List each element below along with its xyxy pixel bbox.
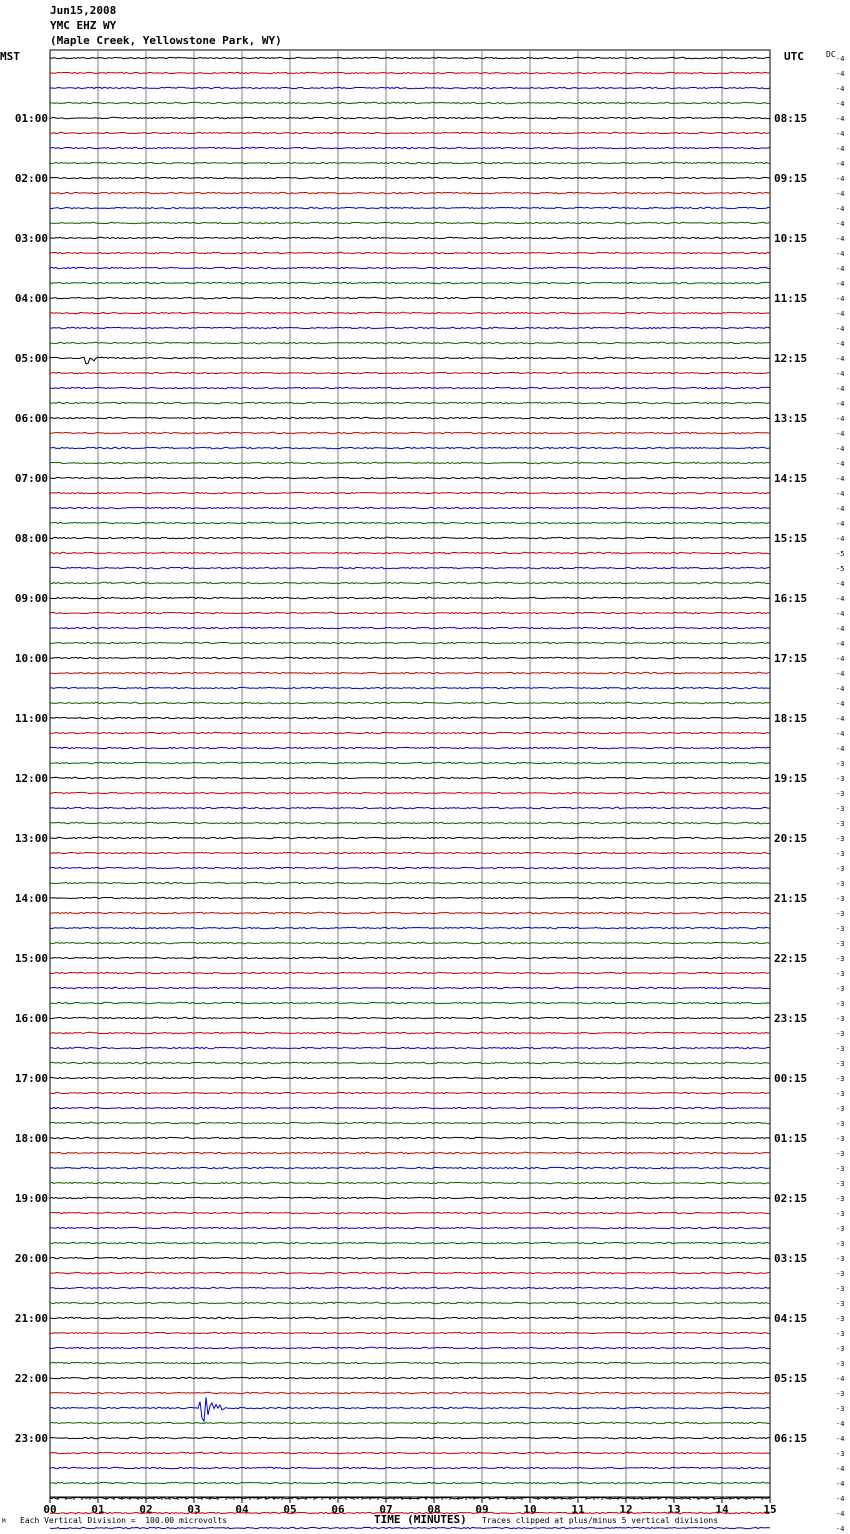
dc-offset-label: -4 xyxy=(836,175,845,183)
dc-offset-label: -3 xyxy=(836,940,845,948)
x-tick-label: 15 xyxy=(763,1503,777,1516)
seismic-trace xyxy=(50,1047,770,1048)
seismic-trace xyxy=(50,822,770,823)
seismic-trace xyxy=(50,417,770,418)
dc-offset-label: -4 xyxy=(836,730,845,738)
seismic-trace xyxy=(50,282,770,283)
dc-offset-label: -3 xyxy=(836,1360,845,1368)
seismic-trace xyxy=(50,702,770,703)
seismic-trace xyxy=(50,342,770,343)
dc-offset-label: -3 xyxy=(836,805,845,813)
seismic-trace xyxy=(50,402,770,403)
dc-offset-label: -4 xyxy=(836,220,845,228)
seismic-trace xyxy=(50,462,770,463)
dc-offset-label: -3 xyxy=(836,1165,845,1173)
dc-offset-label: -3 xyxy=(836,760,845,768)
dc-offset-label: -4 xyxy=(836,1465,845,1473)
utc-hour-label: 22:15 xyxy=(774,952,808,965)
seismic-trace xyxy=(50,1167,770,1168)
seismic-trace xyxy=(50,567,770,568)
dc-offset-label: -3 xyxy=(836,1075,845,1083)
seismic-trace xyxy=(50,642,770,643)
left-timezone-label: MST xyxy=(0,50,20,63)
utc-hour-label: 21:15 xyxy=(774,892,808,905)
right-timezone-label: UTC xyxy=(784,50,804,63)
dc-offset-label: -3 xyxy=(836,1150,845,1158)
x-tick-label: 13 xyxy=(667,1503,681,1516)
dc-offset-label: -4 xyxy=(836,190,845,198)
seismic-trace xyxy=(50,1137,770,1138)
dc-offset-label: -3 xyxy=(836,1330,845,1338)
seismic-trace xyxy=(50,1332,770,1333)
dc-offset-label: -3 xyxy=(836,1405,845,1413)
dc-offset-label: -4 xyxy=(836,130,845,138)
seismic-trace xyxy=(50,987,770,988)
dc-offset-label: -4 xyxy=(836,250,845,258)
seismic-trace xyxy=(50,1227,770,1228)
utc-hour-label: 16:15 xyxy=(774,592,808,605)
seismic-trace xyxy=(50,1527,770,1528)
dc-offset-label: -4 xyxy=(836,610,845,618)
seismic-trace xyxy=(50,507,770,508)
seismic-trace xyxy=(50,1032,770,1033)
station-code: YMC EHZ WY xyxy=(50,19,117,32)
dc-offset-label: -4 xyxy=(836,1435,845,1443)
seismic-trace xyxy=(50,612,770,613)
dc-offset-label: -4 xyxy=(836,310,845,318)
dc-offset-label: -3 xyxy=(836,1045,845,1053)
mst-hour-label: 08:00 xyxy=(14,532,48,545)
seismic-trace xyxy=(50,357,770,364)
dc-offset-label: -4 xyxy=(836,370,845,378)
dc-offset-label: -4 xyxy=(836,685,845,693)
dc-offset-label: -3 xyxy=(836,1210,845,1218)
x-tick-label: 08 xyxy=(427,1503,441,1516)
dc-offset-label: -4 xyxy=(836,595,845,603)
seismic-trace xyxy=(50,147,770,148)
mst-hour-label: 16:00 xyxy=(14,1012,48,1025)
dc-offset-label: -4 xyxy=(836,55,845,63)
seismic-trace xyxy=(50,267,770,268)
seismic-trace xyxy=(50,1212,770,1213)
seismic-trace xyxy=(50,177,770,178)
dc-offset-label: -3 xyxy=(836,1030,845,1038)
dc-offset-label: -4 xyxy=(836,100,845,108)
dc-offset-label: -4 xyxy=(836,160,845,168)
seismic-trace xyxy=(50,972,770,973)
x-tick-label: 03 xyxy=(187,1503,201,1516)
clip-note: Traces clipped at plus/minus 5 vertical divisions xyxy=(482,1516,719,1525)
dc-offset-label: -3 xyxy=(836,820,845,828)
mst-hour-label: 14:00 xyxy=(14,892,48,905)
x-tick-label: 00 xyxy=(43,1503,57,1516)
seismic-trace xyxy=(50,957,770,958)
dc-offset-label: -4 xyxy=(836,115,845,123)
dc-offset-label: -3 xyxy=(836,1315,845,1323)
seismic-trace xyxy=(50,762,770,763)
dc-offset-label: -4 xyxy=(836,205,845,213)
dc-offset-label: -3 xyxy=(836,985,845,993)
seismic-trace xyxy=(50,732,770,733)
utc-hour-label: 17:15 xyxy=(774,652,808,665)
seismic-trace xyxy=(50,1107,770,1108)
seismic-trace xyxy=(50,927,770,928)
dc-offset-label: -3 xyxy=(836,1120,845,1128)
mst-hour-label: 11:00 xyxy=(14,712,48,725)
seismic-trace xyxy=(50,657,770,658)
seismic-trace xyxy=(50,372,770,373)
seismic-trace xyxy=(50,1437,770,1438)
dc-offset-label: -4 xyxy=(836,445,845,453)
seismic-trace xyxy=(50,522,770,523)
mst-hour-label: 12:00 xyxy=(14,772,48,785)
seismic-trace xyxy=(50,672,770,673)
dc-offset-label: -3 xyxy=(836,1390,845,1398)
seismic-trace xyxy=(50,1362,770,1363)
mst-hour-label: 17:00 xyxy=(14,1072,48,1085)
dc-offset-label: -4 xyxy=(836,490,845,498)
utc-hour-label: 20:15 xyxy=(774,832,808,845)
seismic-trace xyxy=(50,207,770,208)
dc-offset-label: -3 xyxy=(836,1345,845,1353)
dc-offset-label: -3 xyxy=(836,1135,845,1143)
dc-offset-label: -3 xyxy=(836,1180,845,1188)
seismic-trace xyxy=(50,252,770,253)
dc-offset-label: -3 xyxy=(836,835,845,843)
utc-hour-label: 08:15 xyxy=(774,112,808,125)
mst-hour-label: 13:00 xyxy=(14,832,48,845)
dc-offset-label: -3 xyxy=(836,1000,845,1008)
seismic-trace xyxy=(50,807,770,808)
dc-offset-label: -5 xyxy=(836,550,845,558)
dc-offset-label: -4 xyxy=(836,640,845,648)
dc-offset-label: -4 xyxy=(836,1510,845,1518)
seismic-trace xyxy=(50,687,770,688)
utc-hour-label: 18:15 xyxy=(774,712,808,725)
dc-offset-label: -4 xyxy=(836,70,845,78)
utc-hour-label: 19:15 xyxy=(774,772,808,785)
dc-offset-label: -4 xyxy=(836,355,845,363)
seismic-trace xyxy=(50,1122,770,1123)
x-tick-label: 09 xyxy=(475,1503,489,1516)
dc-offset-label: -4 xyxy=(836,340,845,348)
seismic-trace xyxy=(50,1077,770,1078)
dc-offset-label: -4 xyxy=(836,475,845,483)
seismic-trace xyxy=(50,1017,770,1018)
dc-offset-label: -4 xyxy=(836,745,845,753)
mst-hour-label: 18:00 xyxy=(14,1132,48,1145)
dc-offset-label: -3 xyxy=(836,790,845,798)
utc-hour-label: 00:15 xyxy=(774,1072,808,1085)
seismic-trace xyxy=(50,1092,770,1093)
seismic-trace xyxy=(50,747,770,748)
utc-hour-label: 23:15 xyxy=(774,1012,808,1025)
dc-offset-label: -4 xyxy=(836,625,845,633)
dc-offset-label: -4 xyxy=(836,85,845,93)
utc-hour-label: 02:15 xyxy=(774,1192,808,1205)
x-tick-label: 05 xyxy=(283,1503,297,1516)
seismic-trace xyxy=(50,192,770,193)
seismic-trace xyxy=(50,102,770,103)
dc-offset-label: -3 xyxy=(836,1195,845,1203)
dc-offset-label: -4 xyxy=(836,1420,845,1428)
seismic-trace xyxy=(50,1347,770,1348)
dc-offset-label: -3 xyxy=(836,865,845,873)
seismic-trace xyxy=(50,792,770,793)
scale-note: Each Vertical Division = 100.00 microvolts xyxy=(20,1516,228,1525)
seismic-trace xyxy=(50,597,770,598)
seismic-trace xyxy=(50,852,770,853)
utc-hour-label: 14:15 xyxy=(774,472,808,485)
dc-offset-label: -4 xyxy=(836,280,845,288)
utc-hour-label: 15:15 xyxy=(774,532,808,545)
seismic-trace xyxy=(50,312,770,313)
seismic-trace xyxy=(50,447,770,448)
dc-offset-label: -3 xyxy=(836,1225,845,1233)
seismic-trace xyxy=(50,1302,770,1303)
dc-offset-label: -4 xyxy=(836,400,845,408)
mst-hour-label: 19:00 xyxy=(14,1192,48,1205)
dc-offset-label: -4 xyxy=(836,295,845,303)
dc-offset-label: -3 xyxy=(836,895,845,903)
dc-offset-label: -4 xyxy=(836,430,845,438)
dc-offset-label: -4 xyxy=(836,670,845,678)
x-tick-label: 07 xyxy=(379,1503,393,1516)
seismic-trace xyxy=(50,1152,770,1153)
seismic-trace xyxy=(50,297,770,298)
mst-hour-label: 04:00 xyxy=(14,292,48,305)
seismic-trace xyxy=(50,492,770,493)
dc-offset-label: -3 xyxy=(836,880,845,888)
utc-hour-label: 10:15 xyxy=(774,232,808,245)
dc-offset-label: -4 xyxy=(836,700,845,708)
x-tick-label: 14 xyxy=(715,1503,729,1516)
mst-hour-label: 20:00 xyxy=(14,1252,48,1265)
utc-hour-label: 03:15 xyxy=(774,1252,808,1265)
seismic-trace xyxy=(50,1392,770,1393)
utc-hour-label: 11:15 xyxy=(774,292,808,305)
seismic-trace xyxy=(50,882,770,883)
record-date: Jun15,2008 xyxy=(50,4,117,17)
mst-hour-label: 09:00 xyxy=(14,592,48,605)
dc-offset-label: -3 xyxy=(836,1270,845,1278)
x-tick-label: 11 xyxy=(571,1503,585,1516)
dc-offset-label: -4 xyxy=(836,715,845,723)
plot-frame xyxy=(50,50,770,1497)
x-tick-label: 01 xyxy=(91,1503,105,1516)
dc-offset-label: -4 xyxy=(836,580,845,588)
mst-hour-label: 03:00 xyxy=(14,232,48,245)
seismic-trace xyxy=(50,1422,770,1423)
dc-offset-label: -3 xyxy=(836,1255,845,1263)
dc-offset-label: -3 xyxy=(836,1105,845,1113)
seismic-trace xyxy=(50,132,770,133)
x-tick-label: 04 xyxy=(235,1503,249,1516)
x-tick-label: 06 xyxy=(331,1503,345,1516)
utc-hour-label: 06:15 xyxy=(774,1432,808,1445)
dc-offset-label: -4 xyxy=(836,1480,845,1488)
x-axis-title: TIME (MINUTES) xyxy=(374,1513,467,1526)
dc-offset-label: -4 xyxy=(836,265,845,273)
seismic-trace xyxy=(50,1452,770,1453)
mst-hour-label: 02:00 xyxy=(14,172,48,185)
dc-offset-label: -4 xyxy=(836,520,845,528)
utc-hour-label: 12:15 xyxy=(774,352,808,365)
utc-hour-label: 13:15 xyxy=(774,412,808,425)
dc-offset-label: -4 xyxy=(836,145,845,153)
dc-offset-label: -4 xyxy=(836,1525,845,1533)
seismic-trace xyxy=(50,387,770,388)
seismic-trace xyxy=(50,1272,770,1273)
x-tick-label: 02 xyxy=(139,1503,153,1516)
seismic-trace xyxy=(50,237,770,238)
utc-hour-label: 09:15 xyxy=(774,172,808,185)
dc-offset-label: -3 xyxy=(836,1060,845,1068)
dc-offset-label: -4 xyxy=(836,655,845,663)
seismic-trace xyxy=(50,942,770,943)
dc-offset-label: -4 xyxy=(836,460,845,468)
dc-offset-label: -4 xyxy=(836,1375,845,1383)
seismic-trace xyxy=(50,537,770,538)
dc-offset-label: -3 xyxy=(836,970,845,978)
dc-offset-label: -4 xyxy=(836,505,845,513)
dc-offset-label: -3 xyxy=(836,1285,845,1293)
corner-mark: M xyxy=(2,1518,6,1525)
seismic-trace xyxy=(50,582,770,583)
dc-offset-label: -4 xyxy=(836,535,845,543)
mst-hour-label: 10:00 xyxy=(14,652,48,665)
seismic-trace xyxy=(50,57,770,58)
seismic-trace xyxy=(50,867,770,868)
seismic-trace xyxy=(50,1482,770,1483)
seismic-trace xyxy=(50,1397,770,1421)
mst-hour-label: 15:00 xyxy=(14,952,48,965)
mst-hour-label: 05:00 xyxy=(14,352,48,365)
mst-hour-label: 23:00 xyxy=(14,1432,48,1445)
seismic-trace xyxy=(50,837,770,838)
dc-offset-label: -4 xyxy=(836,1495,845,1503)
seismic-trace xyxy=(50,477,770,478)
seismic-trace xyxy=(50,1317,770,1318)
seismic-trace xyxy=(50,1062,770,1063)
seismic-trace xyxy=(50,1287,770,1288)
seismic-trace xyxy=(50,1377,770,1378)
dc-offset-label: -3 xyxy=(836,1240,845,1248)
seismic-trace xyxy=(50,777,770,778)
dc-offset-label: -3 xyxy=(836,775,845,783)
seismic-trace xyxy=(50,222,770,223)
seismic-trace xyxy=(50,1467,770,1468)
seismic-trace xyxy=(50,1002,770,1003)
dc-offset-label: -4 xyxy=(836,415,845,423)
utc-hour-label: 04:15 xyxy=(774,1312,808,1325)
dc-label: DC xyxy=(826,50,836,59)
dc-offset-label: -4 xyxy=(836,235,845,243)
dc-offset-label: -3 xyxy=(836,1090,845,1098)
seismic-trace xyxy=(50,897,770,898)
seismic-trace xyxy=(50,1257,770,1258)
seismic-trace xyxy=(50,912,770,913)
seismic-trace xyxy=(50,327,770,328)
seismic-trace xyxy=(50,627,770,628)
seismic-trace xyxy=(50,552,770,553)
dc-offset-label: -3 xyxy=(836,910,845,918)
dc-offset-label: -3 xyxy=(836,925,845,933)
seismic-trace xyxy=(50,1182,770,1183)
seismic-trace xyxy=(50,432,770,433)
mst-hour-label: 07:00 xyxy=(14,472,48,485)
dc-offset-label: -5 xyxy=(836,565,845,573)
station-location: (Maple Creek, Yellowstone Park, WY) xyxy=(50,34,282,47)
mst-hour-label: 22:00 xyxy=(14,1372,48,1385)
dc-offset-label: -3 xyxy=(836,955,845,963)
seismic-trace xyxy=(50,117,770,118)
seismic-trace xyxy=(50,1242,770,1243)
seismic-trace xyxy=(50,717,770,718)
x-tick-label: 10 xyxy=(523,1503,537,1516)
dc-offset-label: -3 xyxy=(836,1450,845,1458)
utc-hour-label: 05:15 xyxy=(774,1372,808,1385)
seismic-trace xyxy=(50,72,770,73)
dc-offset-label: -3 xyxy=(836,1015,845,1023)
seismic-trace xyxy=(50,162,770,163)
dc-offset-label: -3 xyxy=(836,1300,845,1308)
mst-hour-label: 21:00 xyxy=(14,1312,48,1325)
dc-offset-label: -4 xyxy=(836,325,845,333)
seismic-trace xyxy=(50,1197,770,1198)
dc-offset-label: -4 xyxy=(836,385,845,393)
mst-hour-label: 01:00 xyxy=(14,112,48,125)
utc-hour-label: 01:15 xyxy=(774,1132,808,1145)
mst-hour-label: 06:00 xyxy=(14,412,48,425)
seismic-trace xyxy=(50,87,770,88)
x-tick-label: 12 xyxy=(619,1503,633,1516)
dc-offset-label: -3 xyxy=(836,850,845,858)
